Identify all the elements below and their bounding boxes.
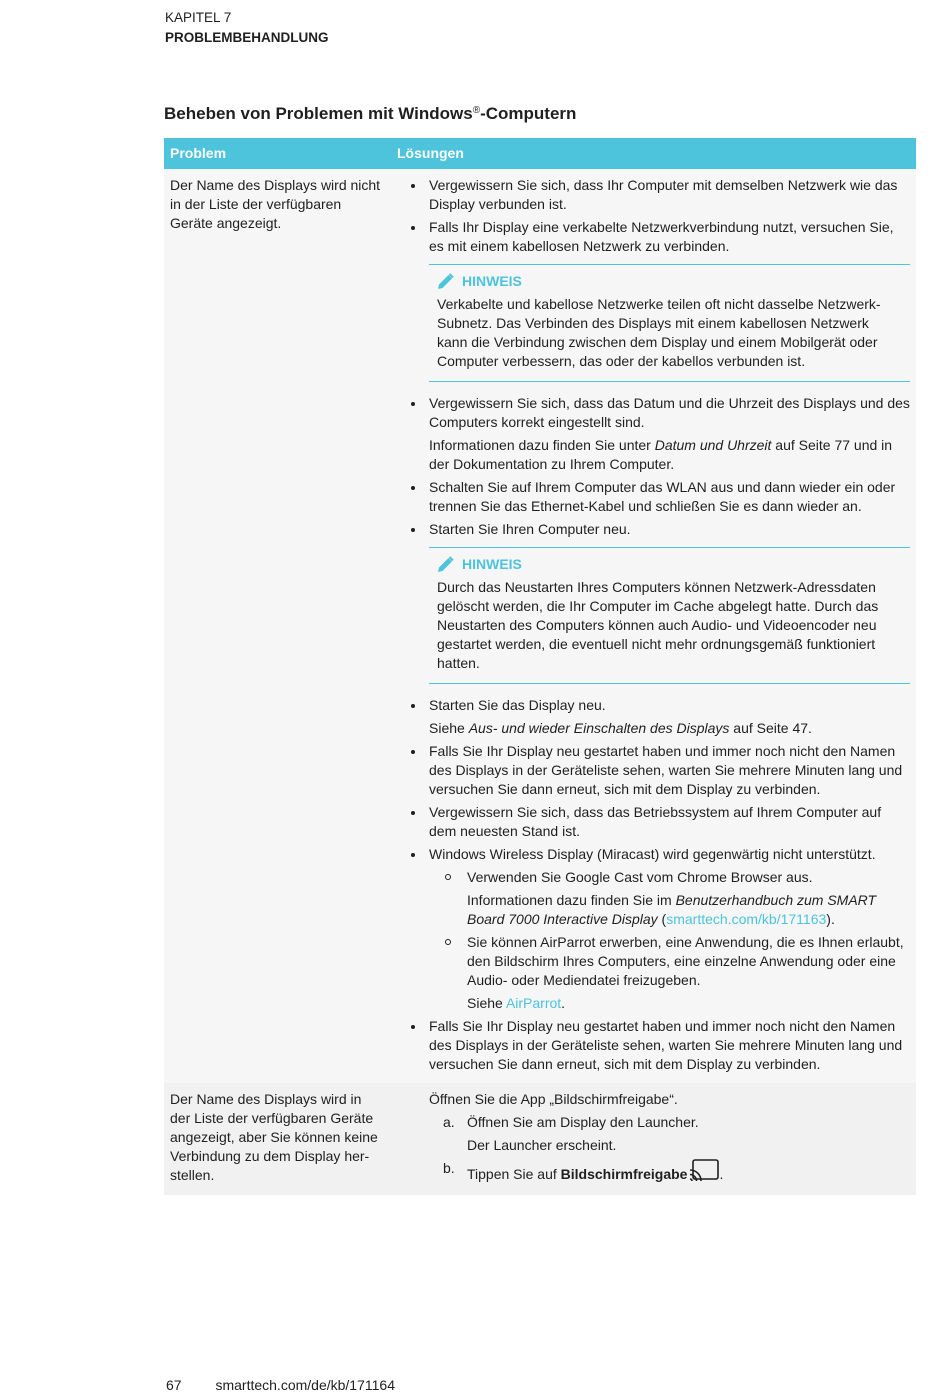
sub-list	[429, 868, 910, 1013]
step-result: Der Launcher erscheint.	[467, 1137, 617, 1153]
pencil-icon	[437, 273, 454, 290]
step-item: a. Öffnen Sie am Display den Launcher. Der Launcher erscheint.	[397, 1113, 910, 1155]
note-box	[429, 264, 910, 382]
note-text: Verkabelte und kabellose Netzwerke teilen oft nicht dasselbe Netzwerk-Subnetz. Das Verbinden des Displays mit einem kabellosen Netzwerk kann die Verbindung zwischen dem Display und einem Mobilgerät oder Computer verbessern, das oder der kabellos verbunden ist.	[437, 296, 881, 369]
info-text: Informationen dazu finden Sie unter Datum und Uhrzeit auf Seite 77 und in der Dokumentation zu Ihrem Computer.	[429, 437, 893, 472]
info-text: Informationen dazu finden Sie im Benutzerhandbuch zum SMART Board 7000 Interactive Display (smarttech.com/kb/171163).	[467, 892, 877, 927]
page-number: 67	[166, 1377, 182, 1393]
note-label: HINWEIS	[462, 273, 522, 289]
solutions-cell	[391, 1083, 916, 1195]
table-row	[164, 169, 916, 1083]
chapter-number: KAPITEL 7	[165, 10, 232, 25]
solution-list	[397, 394, 910, 539]
sub-list-item: Sie können AirParrot erwerben, eine Anwendung, die es Ihnen erlaubt, den Bildschirm Ihres Computers, eine einzelne Anwendung oder eine Audio- oder Mediendatei freizugeben. Siehe AirParrot.	[429, 933, 910, 1013]
problem-cell: Der Name des Displays wird in der Liste der verfügbaren Geräte angezeigt, aber Sie können keine Verbindung zu dem Display her-stellen.	[164, 1083, 391, 1195]
note-heading	[437, 272, 900, 291]
table-row	[164, 1083, 916, 1195]
list-item: Falls Sie Ihr Display neu gestartet haben und immer noch nicht den Namen des Displays in der Geräteliste sehen, warten Sie mehrere Minuten lang und versuchen Sie dann erneut, sich mit dem Display zu verbinden.	[397, 1017, 910, 1074]
solution-list	[397, 176, 910, 256]
solutions-cell	[391, 169, 916, 1083]
section-title: Beheben von Problemen mit Windows®-Computern	[164, 104, 577, 123]
note-heading	[437, 555, 900, 574]
ui-term: Bildschirmfreigabe	[560, 1166, 688, 1182]
steps-intro: Öffnen Sie die App „Bildschirmfreigabe“.	[429, 1091, 678, 1107]
list-item: Vergewissern Sie sich, dass das Betriebssystem auf Ihrem Computer auf dem neuesten Stand ist.	[397, 803, 910, 841]
troubleshooting-table	[164, 138, 916, 1195]
table-header-row	[164, 138, 916, 169]
page-footer	[166, 1376, 395, 1395]
chapter-title: PROBLEMBEHANDLUNG	[165, 30, 329, 45]
list-item: Falls Ihr Display eine verkabelte Netzwerkverbindung nutzt, versuchen Sie, es mit einem kabellosen Netzwerk zu verbinden.	[397, 218, 910, 256]
airparrot-link[interactable]: AirParrot	[505, 995, 562, 1011]
list-item: Starten Sie Ihren Computer neu.	[397, 520, 910, 539]
list-item: Windows Wireless Display (Miracast) wird gegenwärtig nicht unterstützt. Verwenden Sie Google Cast vom Chrome Browser aus. Informationen dazu finden Sie im Benutzerhandbuch zum SMART Board 7000 Interactive Display (smarttech.com/kb/171163). Sie können AirParrot erwerben, eine Anwendung, die es Ihnen erlaubt, den Bildschirm Ihres Computers, eine einzelne Anwendung oder eine Audio- oder Mediendatei freizugeben. Siehe AirParrot.	[397, 845, 910, 1013]
kb-link[interactable]: smarttech.com/kb/171163	[666, 911, 827, 927]
pencil-icon	[437, 556, 454, 573]
column-header-problem: Problem	[164, 138, 391, 169]
footer-url: smarttech.com/de/kb/171164	[215, 1377, 395, 1393]
list-item: Vergewissern Sie sich, dass Ihr Computer mit demselben Netzwerk wie das Display verbunden ist.	[397, 176, 910, 214]
cross-reference: Datum und Uhrzeit	[654, 437, 772, 453]
solution-list	[397, 696, 910, 1074]
step-marker: b.	[443, 1160, 455, 1176]
cross-reference: Benutzerhandbuch zum SMART Board 7000 Interactive Display	[467, 892, 877, 927]
list-item: Schalten Sie auf Ihrem Computer das WLAN aus und dann wieder ein oder trennen Sie das Ethernet-Kabel und schließen Sie es dann wieder an.	[397, 478, 910, 516]
cross-reference: Aus- und wieder Einschalten des Displays	[468, 720, 730, 736]
chapter-header	[165, 9, 329, 47]
note-label: HINWEIS	[462, 556, 522, 572]
note-text: Durch das Neustarten Ihres Computers können Netzwerk-Adressdaten gelöscht werden, die Ihr Computer im Cache abgelegt hatte. Durch das Neustarten des Computers können auch Audio- und Videoencoder neu gestartet werden, die eventuell nicht mehr ordnungsgemäß funktioniert hatten.	[437, 579, 879, 671]
screen-share-cast-icon	[689, 1159, 719, 1186]
info-text: Siehe Aus- und wieder Einschalten des Displays auf Seite 47.	[429, 720, 812, 736]
note-box	[429, 547, 910, 684]
sub-list-item: Verwenden Sie Google Cast vom Chrome Browser aus. Informationen dazu finden Sie im Benutzerhandbuch zum SMART Board 7000 Interactive Display (smarttech.com/kb/171163).	[429, 868, 910, 929]
step-item: b. Tippen Sie auf Bildschirmfreigabe .	[397, 1159, 910, 1186]
problem-cell: Der Name des Displays wird nicht in der Liste der verfügbaren Geräte angezeigt.	[164, 169, 391, 1083]
column-header-solutions: Lösungen	[391, 138, 916, 169]
step-marker: a.	[443, 1114, 455, 1130]
info-text: Siehe AirParrot.	[467, 995, 566, 1011]
list-item: Vergewissern Sie sich, dass das Datum und die Uhrzeit des Displays und des Computers korrekt eingestellt sind. Informationen dazu finden Sie unter Datum und Uhrzeit auf Seite 77 und in der Dokumentation zu Ihrem Computer.	[397, 394, 910, 474]
list-item: Starten Sie das Display neu. Siehe Aus- und wieder Einschalten des Displays auf Seite 47.	[397, 696, 910, 738]
list-item: Falls Sie Ihr Display neu gestartet haben und immer noch nicht den Namen des Displays in der Geräteliste sehen, warten Sie mehrere Minuten lang und versuchen Sie dann erneut, sich mit dem Display zu verbinden.	[397, 742, 910, 799]
steps-list	[397, 1113, 910, 1186]
